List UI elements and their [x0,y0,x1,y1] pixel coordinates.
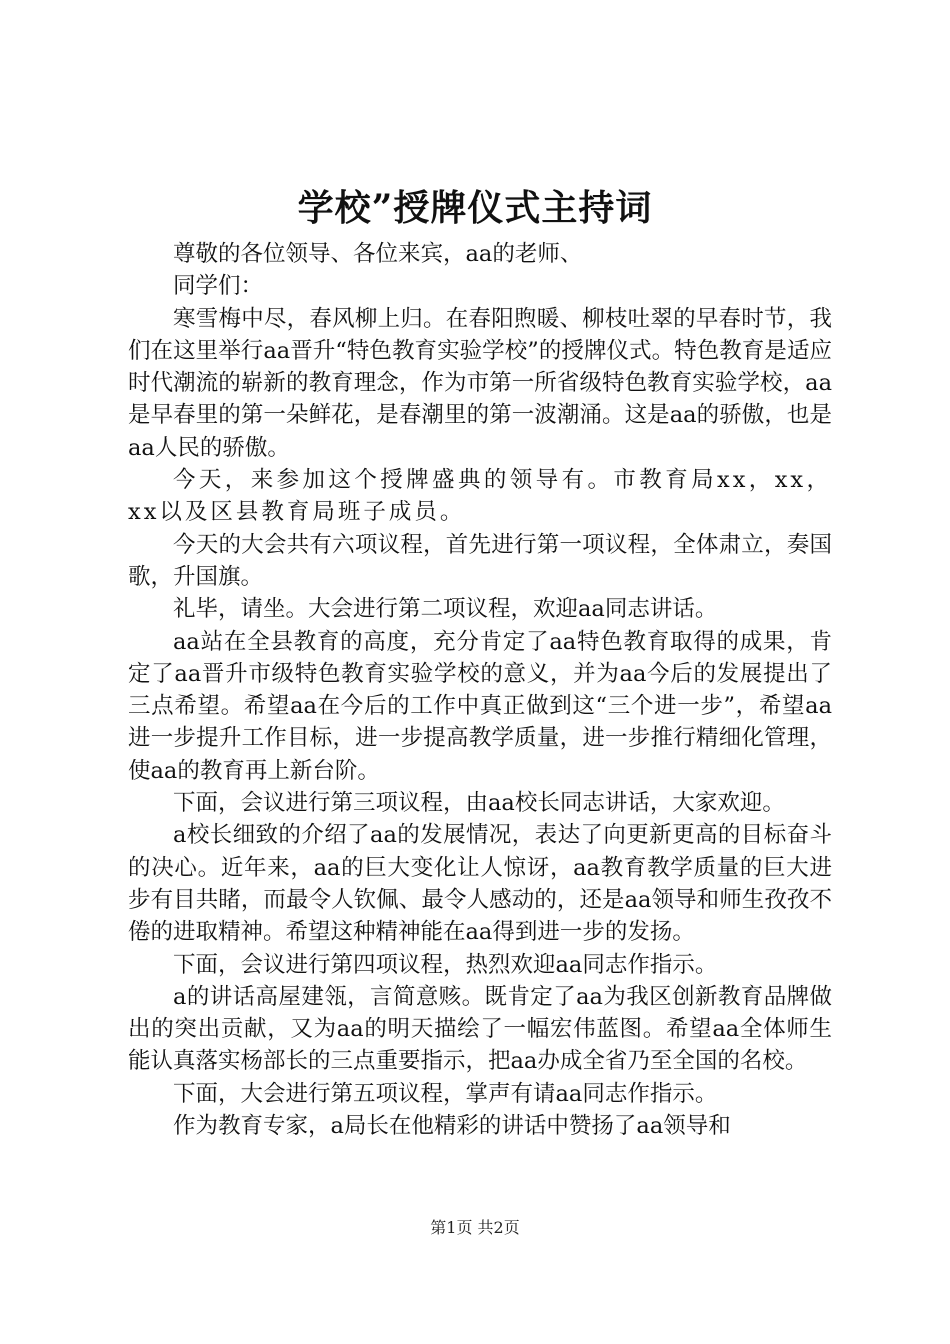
paragraph-agenda-2: 礼毕，请坐。大会进行第二项议程，欢迎aa同志讲话。 [173,596,718,623]
paragraph-speech-summary-4: 作为教育专家，a局长在他精彩的讲话中赞扬了aa领导和 [173,1113,731,1140]
document-title: 学校”授牌仪式主持词 [297,187,653,229]
paragraph-agenda-1: 今天的大会共有六项议程，首先进行第一项议程，全体肃立，奏国歌，升国旗。 [128,531,832,590]
paragraph-greeting: 尊敬的各位领导、各位来宾，aa的老师、 [173,241,583,267]
paragraph-speech-summary-2: a校长细致的介绍了aa的发展情况，表达了向更新更高的目标奋斗的决心。近年来，aa的巨大变化让人惊讶，aa教育教学质量的巨大进步有目共睹，而最令人钦佩、最令人感动的，还是aa领导和师生孜孜不倦的进取精神。希望这种精神能在aa得到进一步的发扬。 [128,822,832,946]
paragraph-agenda-5: 下面，大会进行第五项议程，掌声有请aa同志作指示。 [173,1080,718,1107]
document-body [128,238,832,1142]
page-number-footer: 第1页 共2页 [430,1218,520,1237]
paragraph-greeting-cont: 同学们： [173,273,264,300]
paragraph-opening: 寒雪梅中尽，春风柳上归。在春阳煦暖、柳枝吐翠的早春时节，我们在这里举行aa晋升“特色教育实验学校”的授牌仪式。特色教育是适应时代潮流的崭新的教育理念，作为市第一所省级特色教育实验学校，aa是早春里的第一朵鲜花，是春潮里的第一波潮涌。这是aa的骄傲，也是aa人民的骄傲。 [128,305,832,461]
paragraph-speech-summary-3: a的讲话高屋建瓴，言简意赅。既肯定了aa为我区创新教育品牌做出的突出贡献，又为aa的明天描绘了一幅宏伟蓝图。希望aa全体师生能认真落实杨部长的三点重要指示，把aa办成全省乃至全国的名校。 [128,983,832,1075]
paragraph-agenda-4: 下面，会议进行第四项议程，热烈欢迎aa同志作指示。 [173,951,718,978]
paragraph-agenda-3: 下面，会议进行第三项议程，由aa校长同志讲话，大家欢迎。 [173,790,785,817]
paragraph-leaders: 今天，来参加这个授牌盛典的领导有。市教育局xx，xx，xx以及区县教育局班子成员。 [128,467,832,526]
paragraph-speech-summary-1: aa站在全县教育的高度，充分肯定了aa特色教育取得的成果，肯定了aa晋升市级特色教育实验学校的意义，并为aa今后的发展提出了三点希望。希望aa在今后的工作中真正做到这“三个进一步”，希望aa进一步提升工作目标，进一步提高教学质量，进一步推行精细化管理，使aa的教育再上新台阶。 [128,628,832,784]
